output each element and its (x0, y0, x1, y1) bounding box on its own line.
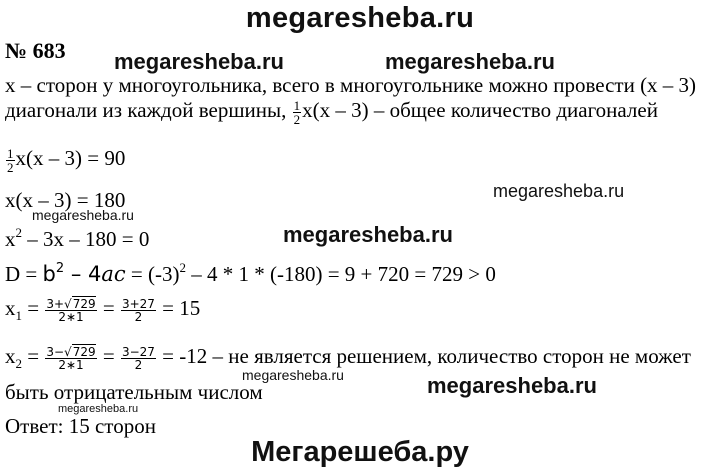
exponent: 2 (179, 260, 186, 275)
equation-text: = 15 (156, 296, 201, 320)
variable: ac (101, 262, 126, 286)
equation-text: D = (5, 262, 43, 286)
fraction-denominator: 2 (134, 357, 143, 372)
exponent: 2 (55, 261, 65, 276)
watermark: megaresheba.ru (427, 373, 597, 398)
fraction (121, 346, 156, 371)
numerator-text: 3+ (46, 296, 65, 311)
fraction-numerator: 1 (293, 97, 301, 113)
fraction (45, 298, 96, 323)
equation-text: – 3x – 180 = 0 (22, 227, 150, 251)
watermark: megaresheba.ru (58, 403, 139, 415)
root-x1-line (5, 296, 200, 328)
site-footer: Мегарешеба.ру (251, 436, 469, 468)
fraction-numerator: 3+√729 (46, 296, 96, 311)
equals-sign: = (22, 296, 45, 320)
equation-text: = -12 – не является решением, количество сторон не может (156, 344, 691, 368)
fraction-numerator: 3−√729 (46, 344, 96, 359)
variable: b (42, 262, 56, 286)
subscript: 2 (15, 356, 22, 371)
text-fragment: диагонали из каждой вершины, (5, 98, 292, 122)
equation-line-4: x(x – 3) = 180 (5, 188, 126, 212)
equation-text: = (-3) (125, 262, 180, 286)
equals-sign: = (22, 344, 45, 368)
variable: x (5, 344, 16, 368)
subscript: 1 (15, 308, 22, 323)
equation-line-5 (5, 221, 149, 251)
equation-text: – 4 * 1 * (-180) = 9 + 720 = 729 > 0 (185, 262, 496, 286)
fraction-numerator: 1 (7, 145, 14, 161)
watermark: megaresheba.ru (32, 207, 134, 223)
fraction (121, 298, 156, 323)
fraction-numerator: 3−27 (121, 344, 155, 359)
watermark: megaresheba.ru (385, 49, 555, 74)
site-header: megaresheba.ru (245, 2, 475, 34)
watermark: megaresheba.ru (242, 367, 344, 383)
fraction-denominator: 2 (134, 309, 143, 324)
watermark: megaresheba.ru (283, 222, 453, 247)
fraction-denominator: 2 (7, 159, 14, 175)
sqrt-radicand: 729 (72, 296, 96, 311)
variable: x (5, 227, 16, 251)
fraction-denominator: 2∗1 (58, 309, 84, 324)
fraction-numerator: 3+27 (121, 296, 155, 311)
root-x2-line (5, 344, 691, 376)
sqrt-radicand: 729 (72, 344, 96, 359)
numerator-text: 3− (46, 344, 65, 359)
answer-line: Ответ: 15 сторон (5, 414, 156, 438)
text-fragment: x(x – 3) – общее количество диагоналей (302, 98, 658, 122)
equals-sign: = (97, 344, 120, 368)
fraction-denominator: 2 (293, 111, 301, 127)
text-line-1: x – сторон у многоугольника, всего в многоугольнике можно провести (x – 3) (5, 73, 697, 97)
fraction-half (6, 147, 15, 174)
text-line-2 (5, 98, 658, 126)
discriminant-line (5, 256, 496, 286)
text-line-9: быть отрицательным числом (5, 380, 263, 404)
equation-line-3 (5, 146, 125, 174)
fraction (45, 346, 96, 371)
variable: x (5, 296, 16, 320)
exponent: 2 (15, 225, 22, 240)
watermark: megaresheba.ru (114, 49, 284, 74)
equation-text: x(x – 3) = 90 (15, 146, 126, 170)
fraction-denominator: 2∗1 (58, 357, 84, 372)
equals-sign: = (97, 296, 120, 320)
equation-text: – 4 (64, 262, 102, 286)
fraction-half (293, 99, 302, 126)
problem-number: № 683 (5, 38, 66, 63)
watermark: megaresheba.ru (493, 181, 625, 201)
